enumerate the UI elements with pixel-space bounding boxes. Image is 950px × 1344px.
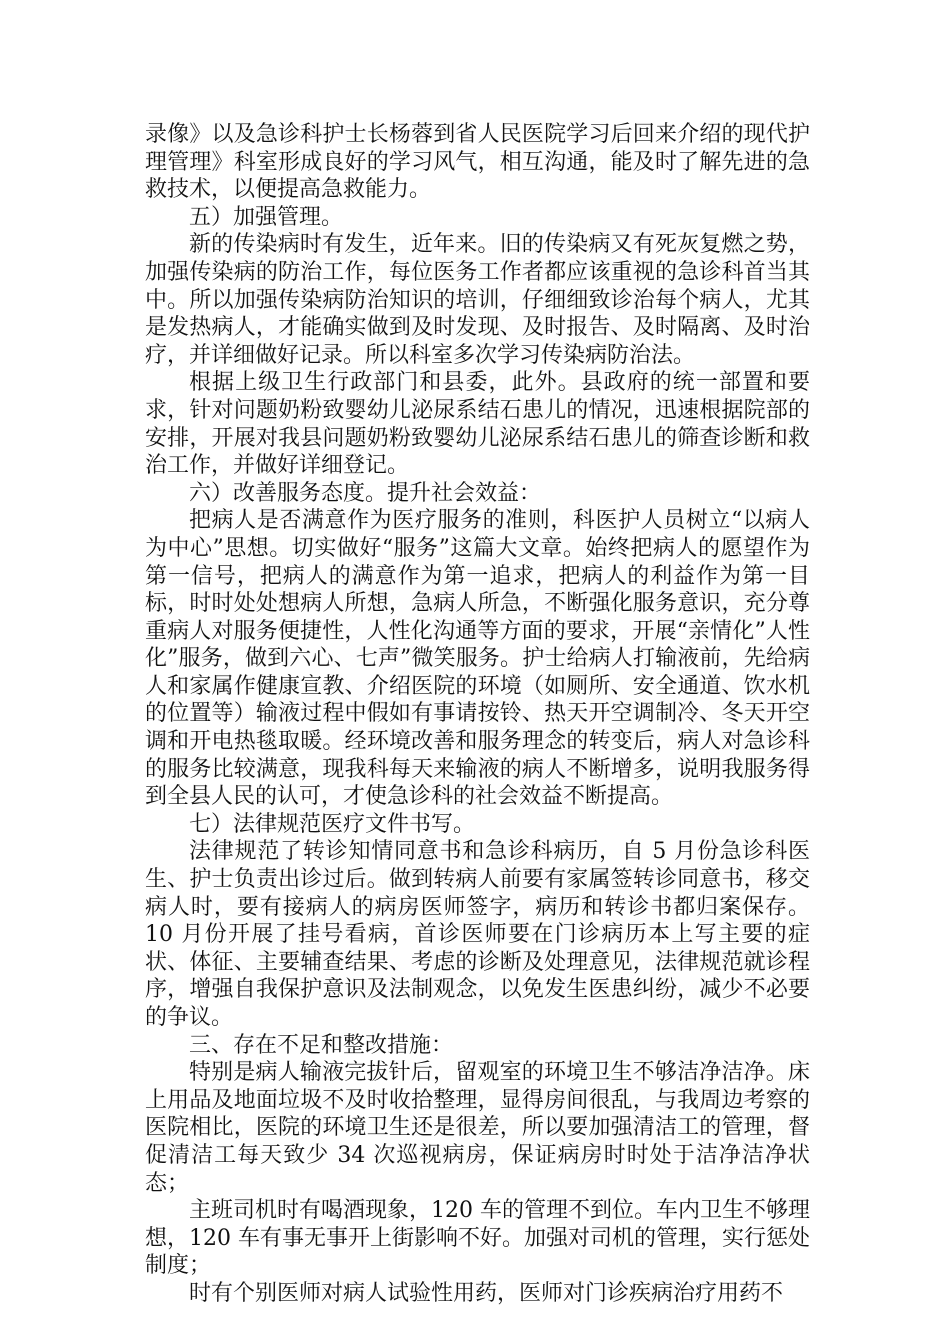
section-heading-6: 六）改善服务态度。提升社会效益： (189, 480, 542, 506)
paragraph: 主班司机时有喝酒现象，120 车的管理不到位。车内卫生不够理想，120 车有事无事开上街影响不好。加强对司机的管理，实行惩处制度； (145, 1198, 810, 1279)
document-body (145, 121, 810, 1308)
paragraph-continued: 录像》以及急诊科护士长杨蓉到省人民医院学习后回来介绍的现代护理管理》科室形成良好的学习风气，相互沟通，能及时了解先进的急救技术，以便提高急救能力。 (145, 122, 810, 203)
paragraph: 新的传染病时有发生，近年来。旧的传染病又有死灰复燃之势，加强传染病的防治工作，每位医务工作者都应该重视的急诊科首当其中。所以加强传染病防治知识的培训，仔细细致诊治每个病人，尤其是发热病人，才能确实做到及时发现、及时报告、及时隔离、及时治疗，并详细做好记录。所以科室多次学习传染病防治法。 (145, 232, 810, 368)
paragraph: 特别是病人输液完拔针后，留观室的环境卫生不够洁净洁净。床上用品及地面垃圾不及时收拾整理，显得房间很乱，与我周边考察的医院相比，医院的环境卫生还是很差，所以要加强清洁工的管理，督促清洁工每天致少 34 次巡视病房，保证病房时时处于洁净洁净状态； (145, 1060, 810, 1196)
section-heading-3: 三、存在不足和整改措施： (189, 1032, 454, 1058)
paragraph-truncated: 时有个别医师对病人试验性用药，医师对门诊疾病治疗用药不 (189, 1280, 784, 1306)
paragraph: 法律规范了转诊知情同意书和急诊科病历，自 5 月份急诊科医生、护士负责出诊过后。做到转病人前要有家属签转诊同意书，移交病人时，要有接病人的病房医师签字，病历和转诊书都归案保存。10 月份开展了挂号看病，首诊医师要在门诊病历本上写主要的症状、体征、主要辅查结果、考虑的诊断及处理意见，法律规范就诊程序，增强自我保护意识及法制观念，以免发生医患纠纷，减少不必要的争议。 (145, 839, 810, 1030)
paragraph: 根据上级卫生行政部门和县委，此外。县政府的统一部置和要求，针对问题奶粉致婴幼儿泌尿系结石患儿的情况，迅速根据院部的安排，开展对我县问题奶粉致婴幼儿泌尿系结石患儿的筛查诊断和救治工作，并做好详细登记。 (145, 370, 810, 479)
section-heading-7: 七）法律规范医疗文件书写。 (189, 811, 476, 837)
section-heading-5: 五）加强管理。 (189, 204, 344, 230)
paragraph: 把病人是否满意作为医疗服务的准则，科医护人员树立“以病人为中心”思想。切实做好“服务”这篇大文章。始终把病人的愿望作为第一信号，把病人的满意作为第一追求，把病人的利益作为第一目标，时时处处想病人所想，急病人所急，不断强化服务意识，充分尊重病人对服务便捷性，人性化沟通等方面的要求，开展“亲情化”人性化”服务，做到六心、七声”微笑服务。护士给病人打输液前，先给病人和家属作健康宣教、介绍医院的环境（如厕所、安全通道、饮水机的位置等）输液过程中假如有事请按铃、热天开空调制冷、冬天开空调和开电热毯取暖。经环境改善和服务理念的转变后，病人对急诊科的服务比较满意，现我科每天来输液的病人不断增多，说明我服务得到全县人民的认可，才使急诊科的社会效益不断提高。 (145, 508, 810, 810)
